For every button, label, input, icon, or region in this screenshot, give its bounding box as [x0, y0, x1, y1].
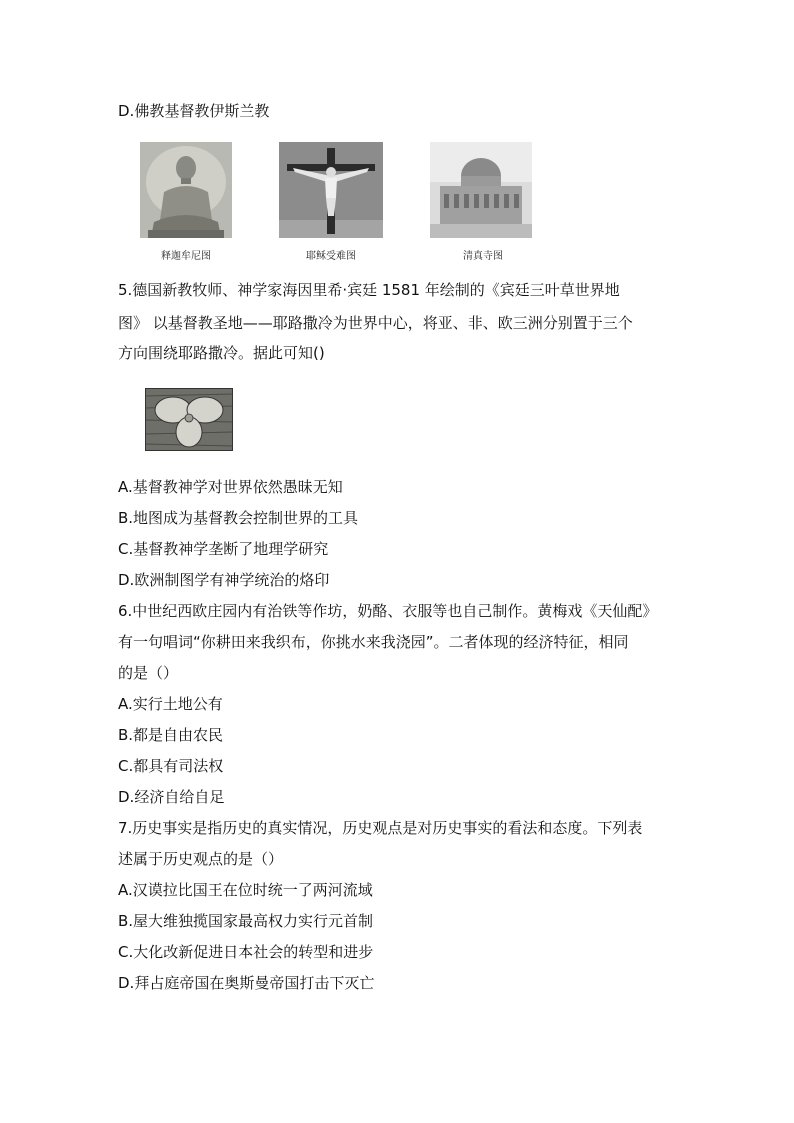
q7-stem-line-1: 7.历史事实是指历史的真实情况，历史观点是对历史事实的看法和态度。下列表	[118, 819, 643, 837]
q7-option-a: A.汉谟拉比国王在位时统一了两河流域	[118, 881, 373, 899]
q7-stem-line-2: 述属于历史观点的是（）	[118, 850, 284, 868]
q6-option-d: D.经济自给自足	[118, 788, 225, 806]
buddha-image	[140, 142, 232, 238]
crucifix-caption: 耶稣受难图	[306, 251, 356, 262]
q6-option-b: B.都是自由农民	[118, 726, 224, 744]
q6-stem-line-2: 有一句唱词“你耕田来我织布，你挑水来我浇园”。二者体现的经济特征，相同	[118, 633, 629, 651]
q6-option-a: A.实行土地公有	[118, 695, 223, 713]
buddha-caption: 释迦牟尼图	[161, 251, 211, 262]
q6-stem-line-1: 6.中世纪西欧庄园内有治铁等作坊，奶酪、衣服等也自己制作。黄梅戏《天仙配》	[118, 602, 658, 620]
q6-option-c: C.都具有司法权	[118, 757, 224, 775]
clover-map-image	[145, 388, 233, 451]
q5-option-b: B.地图成为基督教会控制世界的工具	[118, 509, 359, 527]
mosque-caption: 清真寺图	[463, 251, 503, 262]
q5-stem-line-2: 图》 以基督教圣地——耶路撒冷为世界中心，将亚、非、欧三洲分别置于三个	[118, 314, 633, 332]
q4-option-d: D.佛教基督教伊斯兰教	[118, 102, 270, 120]
q5-option-a: A.基督教神学对世界依然愚昧无知	[118, 478, 343, 496]
q7-option-b: B.屋大维独揽国家最高权力实行元首制	[118, 912, 374, 930]
q7-option-c: C.大化改新促进日本社会的转型和进步	[118, 943, 374, 961]
q5-stem-line-1: 5.德国新教牧师、神学家海因里希·宾廷 1581 年绘制的《宾廷三叶草世界地	[118, 281, 620, 299]
q5-option-d: D.欧洲制图学有神学统治的烙印	[118, 571, 330, 589]
q5-stem-line-3: 方向围绕耶路撒冷。据此可知()	[118, 344, 325, 362]
q5-option-c: C.基督教神学垄断了地理学研究	[118, 540, 329, 558]
q7-option-d: D.拜占庭帝国在奥斯曼帝国打击下灭亡	[118, 974, 375, 992]
mosque-image	[430, 142, 532, 238]
q6-stem-line-3: 的是（）	[118, 664, 179, 682]
crucifix-image	[279, 142, 383, 238]
